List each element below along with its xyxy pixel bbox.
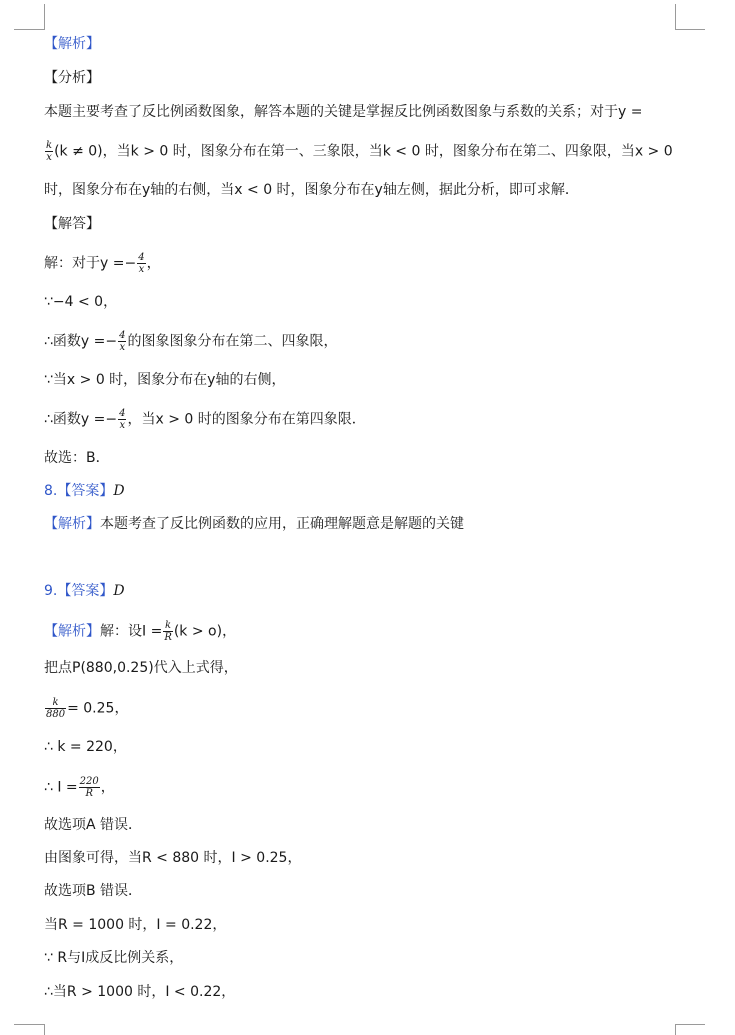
analysis-text-rest: (k ≠ 0)，当k > 0 时，图象分布在第一、三象限，当k < 0 时，图象分布在第二、四象限，当x > 0 <box>54 143 673 160</box>
crop-mark-top-right <box>675 4 676 30</box>
solution-line: 故选项A 错误． <box>44 817 143 833</box>
crop-mark-bottom-right <box>675 1024 676 1035</box>
analysis-text <box>44 140 673 163</box>
question-9-analysis: 【解析】解：设I = $\frac{k}{R}$ (k > o)， <box>44 620 237 643</box>
crop-mark-top-left <box>44 4 45 30</box>
solution-line: ∵当x > 0 时，图象分布在y轴的右侧， <box>44 372 286 388</box>
solution-line: ∴当R > 1000 时，I < 0.22， <box>44 984 236 1000</box>
solution-line: $\frac{k}{880}$ = 0.25， <box>46 697 129 720</box>
crop-mark-bottom-left <box>44 1024 45 1035</box>
solution-line: 由图象可得，当R < 880 时，I > 0.25， <box>44 850 302 866</box>
analysis-text: 本题主要考查了反比例函数图象，解答本题的关键是掌握反比例函数图象与系数的关系；对于y = <box>44 104 643 120</box>
solution-line: 解：对于y =− $\frac{4}{x}$ ， <box>44 252 161 275</box>
solution-line: ∵ R与I成反比例关系， <box>44 950 184 966</box>
solution-line: 把点P(880,0.25)代入上式得， <box>44 660 238 676</box>
fraction: $\frac{4}{x}$ <box>119 330 126 353</box>
crop-mark-top-left <box>14 29 44 30</box>
crop-mark-bottom-right <box>675 1024 705 1025</box>
solution-line: 故选项B 错误． <box>44 883 143 899</box>
fraction: $\frac{k}{880}$ <box>46 697 66 720</box>
solution-line: ∵−4 < 0， <box>44 294 118 310</box>
fraction: $\frac{k}{x}$ <box>46 140 53 163</box>
solution-line: ∴ k = 220， <box>44 739 127 755</box>
crop-mark-bottom-left <box>14 1024 44 1025</box>
fraction: $\frac{4}{x}$ <box>138 252 145 275</box>
analysis-text: 时，图象分布在y轴的右侧，当x < 0 时，图象分布在y轴左侧，据此分析，即可求解． <box>44 182 579 198</box>
fraction: $\frac{4}{x}$ <box>119 408 126 431</box>
solution-line: ∴ I = $\frac{220}{R}$ ， <box>44 776 115 799</box>
solution-line: 故选：B． <box>44 450 110 466</box>
subheading-jieda: 【解答】 <box>44 216 100 232</box>
question-8-analysis: 【解析】本题考查了反比例函数的应用，正确理解题意是解题的关键 <box>44 516 464 532</box>
solution-line: ∴函数y =− $\frac{4}{x}$ ，当x > 0 时的图象分布在第四象限． <box>44 408 366 431</box>
subheading-fenxi: 【分析】 <box>44 70 100 86</box>
section-heading-analysis: 【解析】 <box>44 36 100 52</box>
fraction: $\frac{k}{R}$ <box>164 620 172 643</box>
question-9-answer: 9.【答案】D <box>44 583 125 599</box>
solution-line: 当R = 1000 时，I = 0.22， <box>44 917 227 933</box>
crop-mark-top-right <box>675 29 705 30</box>
solution-line: ∴函数y =− $\frac{4}{x}$ 的图象图象分布在第二、四象限， <box>44 330 338 353</box>
fraction: $\frac{220}{R}$ <box>79 776 99 799</box>
question-8-answer: 8.【答案】D <box>44 483 125 499</box>
